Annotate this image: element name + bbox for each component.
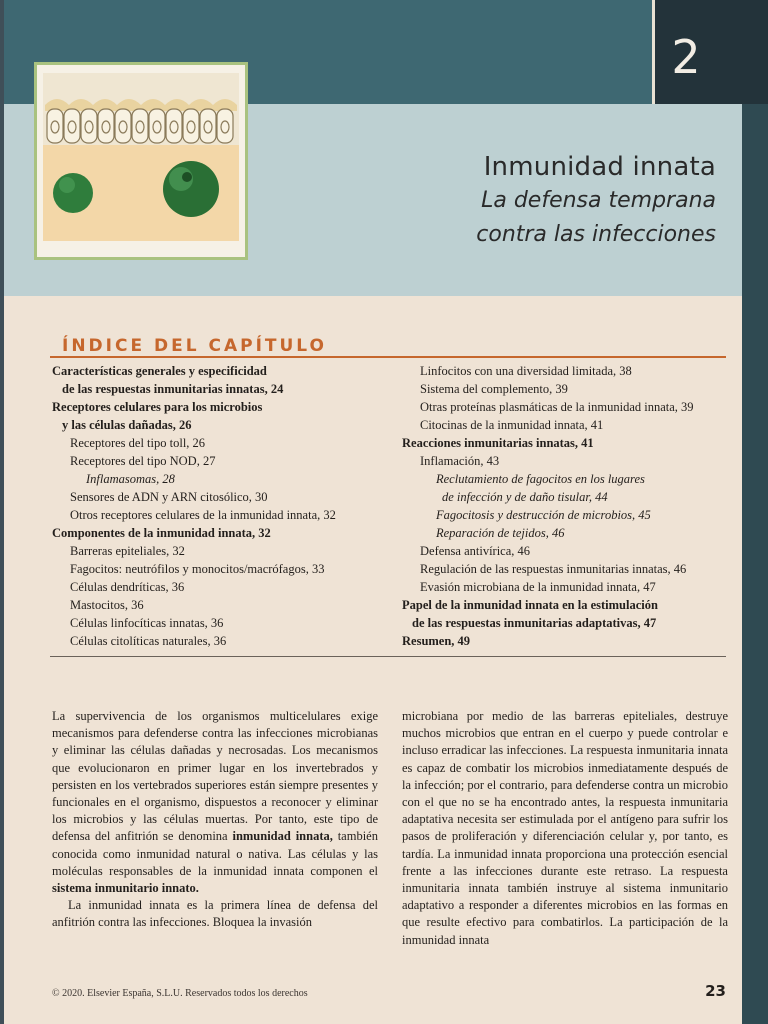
index-header: ÍNDICE DEL CAPÍTULO xyxy=(62,336,327,356)
body-term: sistema inmunitario innato. xyxy=(52,881,199,896)
index-entry: de las respuestas inmunitarias innatas, 24 xyxy=(62,382,284,396)
index-entry: Resumen, 49 xyxy=(402,634,471,648)
index-entry: y las células dañadas, 26 xyxy=(62,418,192,432)
body-text: La supervivencia de los organismos multicelulares exige mecanismos para defenderse contra las infecciones microbianas y eliminar las células dañadas y necrosadas. Los mecanismos que evolucionaron en primer lugar en los invertebrados y persisten en los vertebrados superiores están siempre presentes y funcionales en el organismo, dispuestos a reconocer y eliminar los microbios y las células muertas. Por tanto, este tipo de defensa del anfitrión se denomina xyxy=(52,709,378,844)
index-entry: Regulación de las respuestas inmunitarias innatas, 46 xyxy=(420,562,687,576)
index-entry: Fagocitos: neutrófilos y monocitos/macrófagos, 33 xyxy=(70,562,325,576)
index-entry: Fagocitosis y destrucción de microbios, 45 xyxy=(436,508,651,522)
index-entry: Reacciones inmunitarias innatas, 41 xyxy=(402,436,594,450)
index-entry: Mastocitos, 36 xyxy=(70,598,144,612)
body-term: inmunidad innata, xyxy=(232,829,333,844)
index-entry: de las respuestas inmunitarias adaptativas, 47 xyxy=(412,616,657,630)
index-entry: Células dendríticas, 36 xyxy=(70,580,185,594)
index-entry: Papel de la inmunidad innata en la estimulación xyxy=(402,598,658,612)
body-right-column xyxy=(402,708,728,949)
body-left-column xyxy=(52,708,378,932)
index-entry: Receptores del tipo toll, 26 xyxy=(70,436,206,450)
index-entry: Defensa antivírica, 46 xyxy=(420,544,531,558)
index-entry: Otros receptores celulares de la inmunidad innata, 32 xyxy=(70,508,336,522)
index-rule xyxy=(50,356,726,358)
index-entry: Evasión microbiana de la inmunidad innata, 47 xyxy=(420,580,656,594)
index-bottom-rule xyxy=(50,656,726,657)
epithelium-icon xyxy=(37,65,245,257)
page-number: 23 xyxy=(705,982,726,1000)
index-entry: Células citolíticas naturales, 36 xyxy=(70,634,227,648)
index-entry: Reclutamiento de fagocitos en los lugares xyxy=(436,472,645,486)
index-entry: Componentes de la inmunidad innata, 32 xyxy=(52,526,271,540)
epithelium-cells-illustration xyxy=(34,62,248,260)
index-entry: de infección y de daño tisular, 44 xyxy=(442,490,608,504)
index-entry: Células linfocíticas innatas, 36 xyxy=(70,616,224,630)
index-entry: Inflamación, 43 xyxy=(420,454,500,468)
body-paragraph: La inmunidad innata es la primera línea de defensa del anfitrión contra las infecciones. Bloquea la invasión xyxy=(52,898,378,930)
copyright-notice: © 2020. Elsevier España, S.L.U. Reservados todos los derechos xyxy=(52,988,308,999)
chapter-subtitle-line2: contra las infecciones xyxy=(476,222,716,247)
index-entry: Otras proteínas plasmáticas de la inmunidad innata, 39 xyxy=(420,400,694,414)
index-entry: Citocinas de la inmunidad innata, 41 xyxy=(420,418,604,432)
book-page xyxy=(4,0,768,1024)
index-entry: Características generales y especificidad xyxy=(52,364,267,378)
index-entry: Sistema del complemento, 39 xyxy=(420,382,568,396)
chapter-subtitle-line1: La defensa temprana xyxy=(481,188,716,213)
index-entry: Receptores celulares para los microbios xyxy=(52,400,263,414)
index-entry: Inflamasomas, 28 xyxy=(86,472,175,486)
index-entry: Linfocitos con una diversidad limitada, 38 xyxy=(420,364,632,378)
index-entry: Reparación de tejidos, 46 xyxy=(436,526,565,540)
body-text: también conocida como inmunidad natural o nativa. Las células y las moléculas responsables de la inmunidad innata componen el xyxy=(52,829,378,878)
page-edge-strip xyxy=(742,104,768,1024)
index-entry: Receptores del tipo NOD, 27 xyxy=(70,454,216,468)
body-paragraph: microbiana por medio de las barreras epiteliales, destruye muchos microbios que entran en el cuerpo y puede controlar e incluso erradicar las infecciones. La respuesta inmunitaria innata es capaz de combatir los microbios inmediatamente después de la infección; por el contrario, para defenderse contra un microbio con el que no se ha encontrado antes, la respuesta inmunitaria adaptativa necesita ser estimulada por el antígeno para sufrir los pasos de proliferación y diferenciación celular y, por tanto, es tardía. La inmunidad innata proporciona una protección esencial frente a las infecciones durante este retraso. La respuesta inmunitaria innata también instruye al sistema inmunitario adaptativo a responder a diferentes microbios en las formas en que resulte efectivo para combatirlos. La participación de la inmunidad innata xyxy=(402,709,728,947)
chapter-title: Inmunidad innata xyxy=(483,152,716,182)
index-entry: Barreras epiteliales, 32 xyxy=(70,544,185,558)
index-left-column xyxy=(52,362,392,650)
index-right-column xyxy=(402,362,732,650)
body-paragraph xyxy=(52,708,378,897)
index-entry: Sensores de ADN y ARN citosólico, 30 xyxy=(70,490,268,504)
chapter-title-block xyxy=(304,150,716,252)
chapter-number: 2 xyxy=(671,30,701,84)
